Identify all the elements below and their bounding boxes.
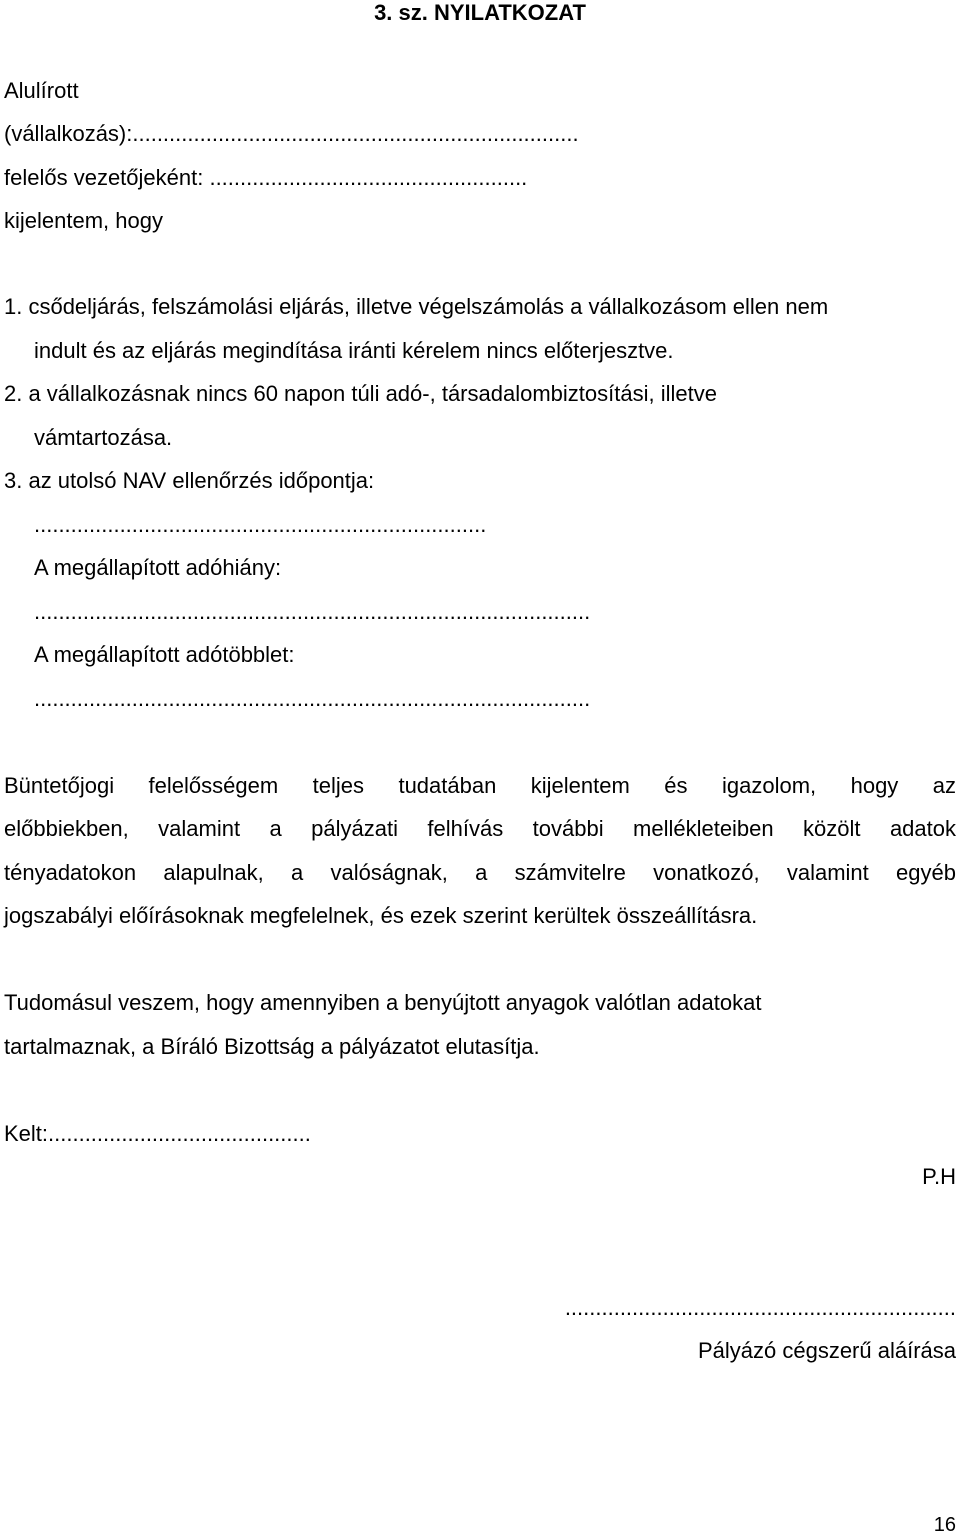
acknowledgement-line-2: tartalmaznak, a Bíráló Bizottság a pályázatot elutasítja.	[4, 1034, 540, 1059]
tax-deficit-label: A megállapított adóhiány:	[34, 555, 282, 580]
kelt-field: Kelt:...........................................	[4, 1121, 311, 1146]
ph-stamp-label: P.H	[922, 1164, 956, 1189]
declaration-line-3: tényadatokon alapulnak, a valóságnak, a számvitelre vonatkozó, valamint egyéb	[4, 860, 956, 885]
header-line-kijelentem: kijelentem, hogy	[4, 208, 163, 233]
tax-surplus-dots: ...........................................................................................	[34, 686, 591, 711]
document-title: 3. sz. NYILATKOZAT	[374, 0, 586, 25]
declaration-line-2: előbbiekben, valamint a pályázati felhívás további mellékleteiben közölt adatok	[4, 816, 956, 841]
header-line-alulirott: Alulírott	[4, 78, 79, 103]
header-line-vezeto: felelős vezetőjeként: ....................................................	[4, 165, 528, 190]
signature-label: Pályázó cégszerű aláírása	[697, 1338, 956, 1363]
acknowledgement-line-1: Tudomásul veszem, hogy amennyiben a benyújtott anyagok valótlan adatokat	[4, 990, 762, 1015]
page-number: 16	[933, 1514, 956, 1536]
item-1-line-1: 1. csődeljárás, felszámolási eljárás, illetve végelszámolás a vállalkozásom ellen nem	[4, 294, 829, 319]
item-1-line-2: indult és az eljárás megindítása iránti kérelem nincs előterjesztve.	[34, 338, 674, 363]
tax-deficit-dots: ...........................................................................................	[34, 599, 591, 624]
tax-surplus-label: A megállapított adótöbblet:	[34, 642, 295, 667]
item-2-line-2: vámtartozása.	[34, 425, 173, 450]
item-2-line-1: 2. a vállalkozásnak nincs 60 napon túli adó-, társadalombiztosítási, illetve	[4, 381, 717, 406]
declaration-line-1: Büntetőjogi felelősségem teljes tudatában kijelentem és igazolom, hogy az	[4, 773, 956, 798]
signature-line: ................................................................	[564, 1295, 956, 1320]
header-line-vallalkozas: (vállalkozás):.........................................................................	[4, 121, 579, 146]
declaration-line-4: jogszabályi előírásoknak megfelelnek, és ezek szerint kerültek összeállításra.	[4, 903, 758, 928]
item-3-nav-check-label: 3. az utolsó NAV ellenőrzés időpontja:	[4, 468, 375, 493]
item-3-nav-check-dots: ..........................................................................	[34, 512, 487, 537]
